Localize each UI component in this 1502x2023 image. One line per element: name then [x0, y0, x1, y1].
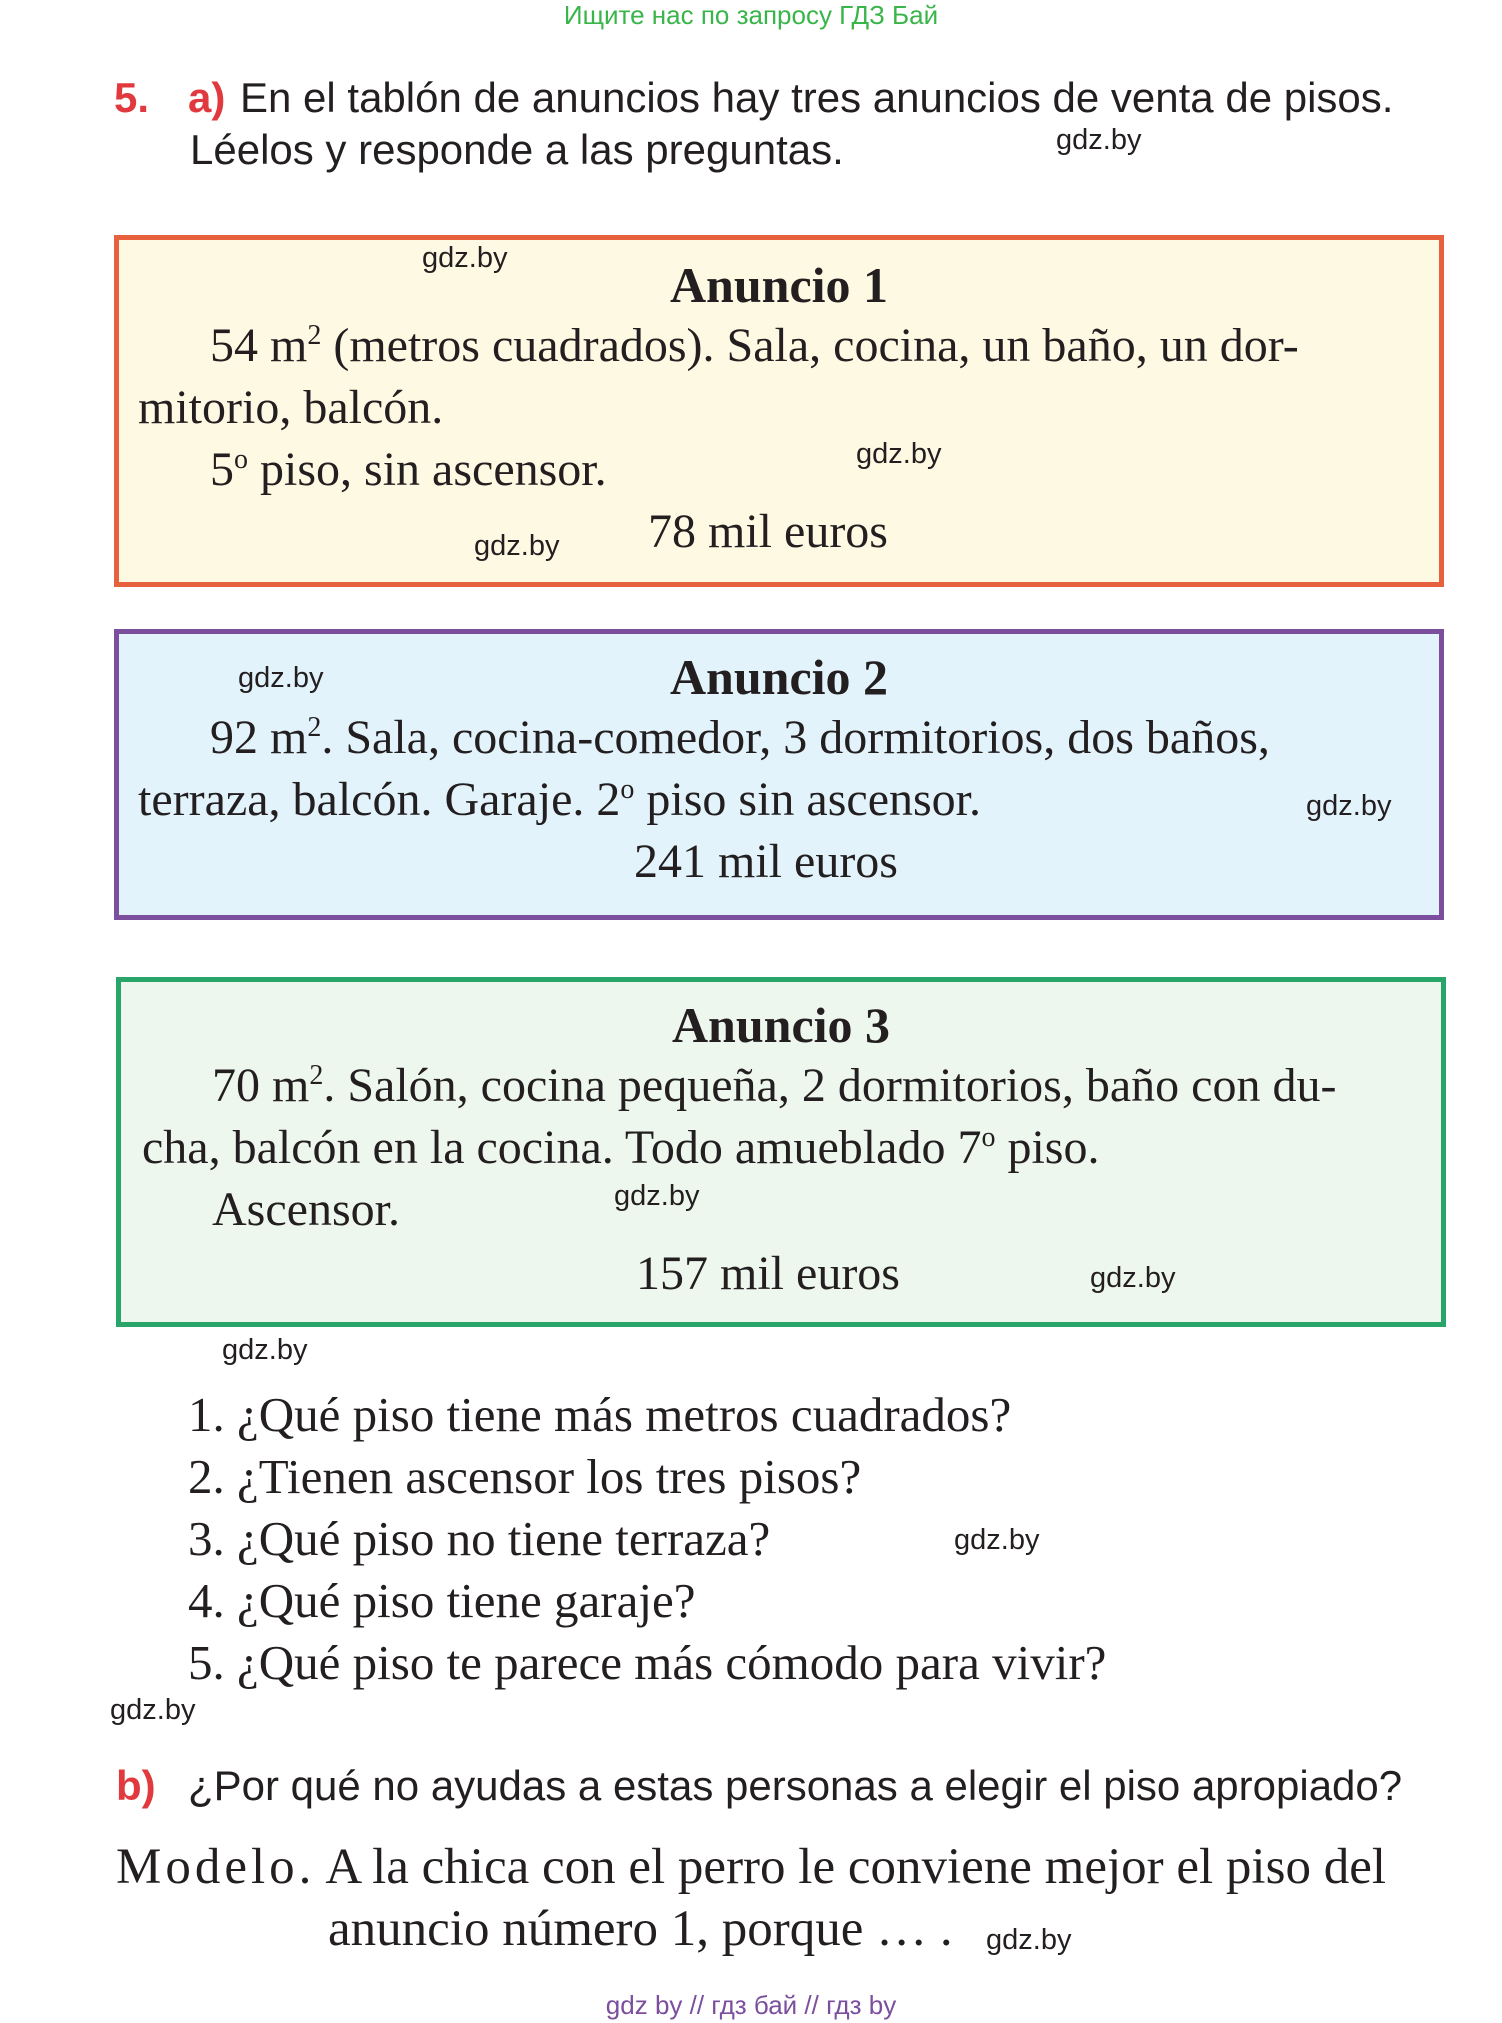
- ad-1-line-3-rest: piso, sin ascensor.: [248, 443, 607, 496]
- ad-3-price: 157 mil euros: [636, 1247, 900, 1300]
- ad-2-area-sup: 2: [307, 712, 322, 743]
- watermark: gdz.by: [614, 1180, 700, 1212]
- ad-3-line-1: [212, 1058, 1336, 1113]
- ad-2-line-2-rest: piso sin ascensor.: [634, 773, 982, 826]
- ad-2-line-1: [210, 710, 1270, 765]
- part-a-label: a): [188, 74, 226, 121]
- ad-3-line-3: Ascensor.: [212, 1183, 400, 1236]
- ad-2-area: 92 m: [210, 711, 308, 764]
- part-b-text: ¿Por qué no ayudas a estas personas a elegir el piso apropiado?: [188, 1762, 1403, 1809]
- ad-3-title: Anuncio 3: [671, 997, 891, 1053]
- watermark: gdz.by: [110, 1694, 196, 1726]
- ad-3-floor-sup: o: [981, 1122, 996, 1153]
- ad-1-title: Anuncio 1: [669, 257, 889, 313]
- watermark: gdz.by: [238, 662, 324, 694]
- question-3: 3. ¿Qué piso no tiene terraza?: [188, 1511, 771, 1566]
- ad-2-line-1-rest: . Sala, cocina-comedor, 3 dormitorios, dos baños,: [321, 711, 1270, 764]
- model-line-2: anuncio número 1, porque … .: [328, 1901, 953, 1957]
- watermark: gdz.by: [1306, 790, 1392, 822]
- instruction-line-2: Léelos y responde a las preguntas.: [190, 126, 844, 173]
- ad-1-area: 54 m: [210, 319, 308, 372]
- question-2: 2. ¿Tienen ascensor los tres pisos?: [188, 1449, 862, 1504]
- ad-3-line-2-rest: piso.: [995, 1121, 1100, 1174]
- exercise-number: 5.: [114, 74, 150, 121]
- watermark: gdz.by: [422, 242, 508, 274]
- question-4: 4. ¿Qué piso tiene garaje?: [188, 1573, 696, 1628]
- ad-2-floor-sup: o: [620, 774, 635, 805]
- model-label: Modelo.: [116, 1839, 316, 1895]
- watermark: gdz.by: [954, 1524, 1040, 1556]
- ad-1-floor-sup: o: [234, 444, 248, 475]
- ad-2-price: 241 mil euros: [634, 835, 898, 888]
- ad-2-line-2: [138, 772, 981, 827]
- ad-1-line-2: mitorio, balcón.: [138, 381, 444, 434]
- ad-2-title: Anuncio 2: [669, 649, 889, 705]
- ad-1-line-3: [210, 442, 607, 497]
- header-note: Ищите нас по запросу ГДЗ Бай: [563, 0, 939, 30]
- ad-1-line-1: [210, 318, 1299, 373]
- ad-3-line-2: [142, 1120, 1099, 1175]
- ad-1-area-sup: 2: [307, 320, 322, 351]
- model-line-1: [116, 1838, 1386, 1896]
- ad-2-line-2-start: terraza, balcón. Garaje. 2: [138, 773, 621, 826]
- ad-3-area: 70 m: [212, 1059, 310, 1112]
- instruction-line-1: En el tablón de anuncios hay tres anuncios de venta de pisos.: [240, 74, 1394, 121]
- footer-note: gdz by // гдз бай // гдз by: [605, 1990, 897, 2020]
- watermark: gdz.by: [474, 530, 560, 562]
- watermark: gdz.by: [222, 1334, 308, 1366]
- watermark: gdz.by: [856, 438, 942, 470]
- part-b-label: b): [116, 1762, 156, 1809]
- question-1: 1. ¿Qué piso tiene más metros cuadrados?: [188, 1387, 1012, 1442]
- ad-3-area-sup: 2: [309, 1060, 324, 1091]
- ad-1-line-1-rest: (metros cuadrados). Sala, cocina, un baño, un dor-: [321, 319, 1299, 372]
- watermark: gdz.by: [1090, 1262, 1176, 1294]
- ad-1-floor: 5: [210, 443, 234, 496]
- question-5: 5. ¿Qué piso te parece más cómodo para vivir?: [188, 1635, 1107, 1690]
- ad-3-line-2-start: cha, balcón en la cocina. Todo amueblado 7: [142, 1121, 982, 1174]
- watermark: gdz.by: [1056, 124, 1142, 156]
- watermark: gdz.by: [986, 1924, 1072, 1956]
- ad-3-line-1-rest: . Salón, cocina pequeña, 2 dormitorios, baño con du-: [323, 1059, 1337, 1112]
- ad-1-price: 78 mil euros: [648, 505, 888, 558]
- model-line-1-rest: A la chica con el perro le conviene mejor el piso del: [315, 1839, 1387, 1895]
